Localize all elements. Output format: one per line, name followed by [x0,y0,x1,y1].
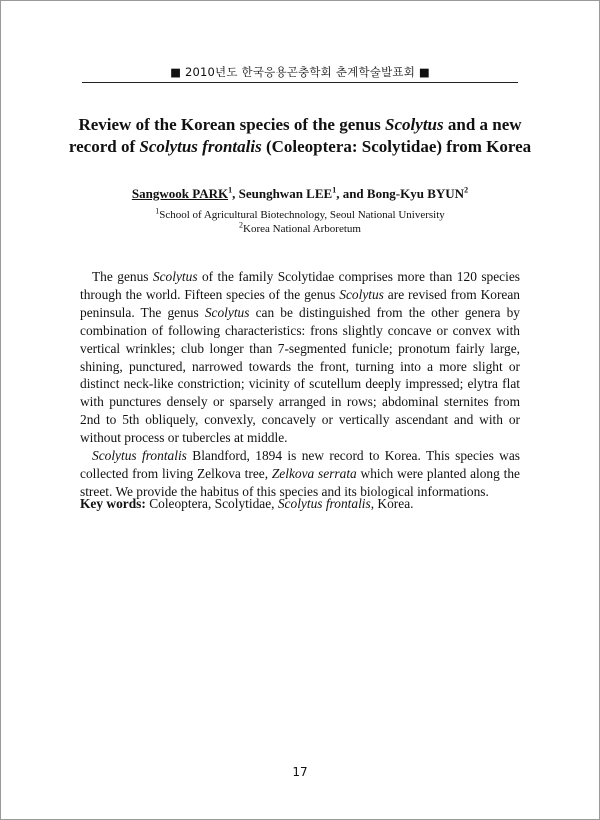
p2-text-a: Blandford, 1894 is new record to Korea. This species was collected from living Zelkova tree, [80,448,520,481]
title-line1-c: and a new [443,115,522,134]
author-1-name: Sangwook PARK [131,186,229,201]
author-sep-1: , [232,186,239,201]
affiliation-2-sup: 2 [239,220,244,230]
title-line2-c: (Coleoptera: Scolytidae) from Korea [261,137,532,156]
p2-text-b: which were planted along the street. We provide the habitus of this species and its biological informations. [80,465,520,499]
author-3-name: Bong-Kyu BYUN [366,186,465,201]
p1-text-c: are revised from Korean peninsula. The genus [80,286,520,320]
author-sep-2: , and [336,186,367,201]
abstract-body [80,268,520,501]
author-2-name: Seunghwan LEE [238,186,333,201]
abstract-paragraph-1 [80,268,520,447]
p1-text-b: of the family Scolytidae comprises more than 120 species through the world. Fifteen species of the genus [80,269,520,302]
affiliation-1 [60,206,540,221]
author-1-sup: 1 [228,185,233,195]
keywords [80,495,520,513]
title-line2-a: record of [68,137,140,156]
affiliation-1-text: School of Agricultural Biotechnology, Seoul National University [159,209,445,221]
affiliation-2-text: Korea National Arboretum [243,223,361,235]
p1-text-d: can be distinguished from the other genera by combination of following characteristics: frons slightly concave or convex with vertical wrinkles; club longer than 7-segmented funicle; pronotum fairly large, shining, punctured, narrowed towards the front, turning into a more slight or distinct neck-like constriction; vicinity of scutellum deeply impressed; elytra flat with punctures densely or sparsely arranged in rows; abdominal sternites from 2nd to 5th obliquely, convexly, concavely or vertically ascendant and with or without process or tubercles at middle. [80,304,520,446]
keywords-species: Scolytus frontalis [277,496,371,511]
affiliation-2 [60,220,540,235]
paper-title [60,114,540,158]
author-2-sup: 1 [332,185,337,195]
keywords-text-c: , Korea. [370,496,414,511]
author-3-sup: 2 [464,185,469,195]
affiliation-1-sup: 1 [155,206,160,216]
p1-text-a: The genus [92,269,153,284]
p1-genus-3: Scolytus [204,304,250,320]
conference-header: ■ 2010년도 한국응용곤충학회 춘계학술발표회 ■ [170,65,430,79]
p2-species: Scolytus frontalis [92,448,187,464]
p2-tree-species: Zelkova serrata [271,465,357,481]
title-species: Scolytus frontalis [139,137,262,156]
page-number: 17 [292,765,308,779]
title-line1-a: Review of the Korean species of the genus [78,115,386,134]
keywords-text-a: Coleoptera, Scolytidae, [145,496,278,511]
p1-genus-1: Scolytus [152,269,198,284]
abstract-paragraph-2 [80,447,520,501]
author-list [60,186,540,202]
title-genus: Scolytus [385,115,444,134]
header-rule [82,82,518,83]
p1-genus-2: Scolytus [339,286,384,302]
keywords-label: Key words: [80,496,146,511]
